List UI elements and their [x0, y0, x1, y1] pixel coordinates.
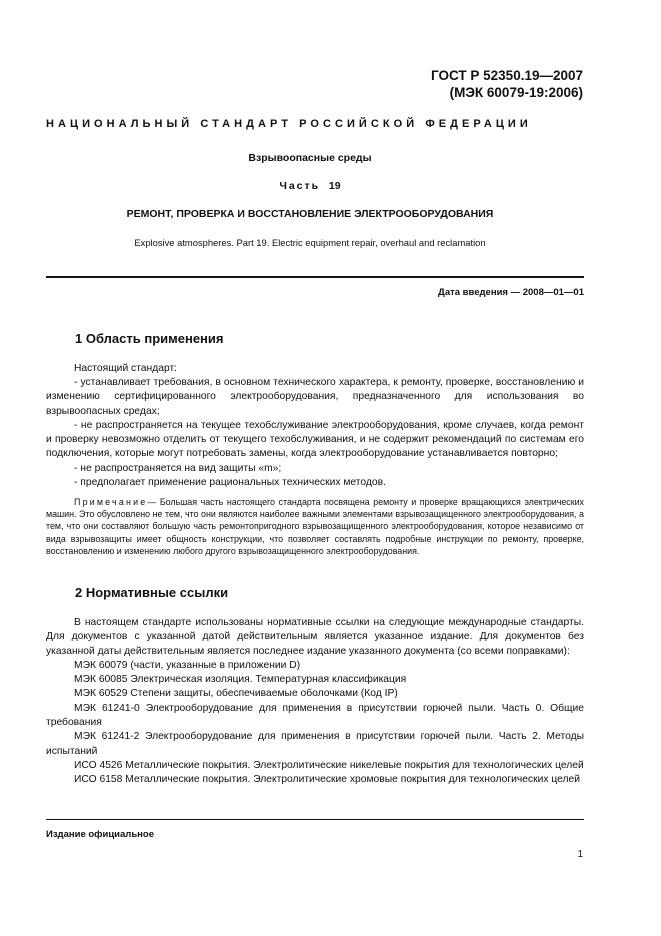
section2-intro: В настоящем стандарте использованы нормативные ссылки на следующие международные стандарты. Для документов с указанной датой действительным является указанное издание. Для документов без указанной даты действительным является последнее издание указанного документа (со всеми поправками): [46, 617, 584, 657]
part-label [40, 180, 580, 192]
reference-item: МЭК 61241-0 Электрооборудование для применения в присутствии горючей пыли. Часть 0. Общие требования [46, 702, 584, 729]
section1-heading: 1 Область применения [75, 331, 224, 346]
section1-note [46, 496, 584, 557]
page-number: 1 [577, 849, 583, 860]
document-title: РЕМОНТ, ПРОВЕРКА И ВОССТАНОВЛЕНИЕ ЭЛЕКТРООБОРУДОВАНИЯ [126, 208, 494, 220]
section1-item: - не распространяется на вид защиты «m»; [74, 462, 282, 474]
reference-item: ИСО 4526 Металлические покрытия. Электролитические никелевые покрытия для технологических целей [74, 759, 584, 771]
section1-item: - не распространяется на текущее техобслуживание электрооборудования, кроме случаев, когда ремонт и проверку невозможно отделить от текущего техобслуживания, и не содержит рекомендаций по системам его подключения, которые могут потребовать замены, когда электрооборудование устанавливается повторно; [46, 419, 584, 460]
part-word: Часть [279, 180, 321, 192]
standard-code-line1: ГОСТ Р 52350.19—2007 [431, 68, 583, 83]
english-title: Explosive atmospheres. Part 19. Electric equipment repair, overhaul and reclamation [134, 237, 486, 248]
standard-code [431, 67, 583, 101]
section2-heading: 2 Нормативные ссылки [75, 585, 229, 600]
title-divider [46, 276, 584, 278]
section2-body [46, 616, 584, 788]
introduction-date: Дата введения — 2008—01—01 [438, 287, 584, 298]
section1-item: - устанавливает требования, в основном технического характера, к ремонту, проверке, восстановлению и изменению сертифицированного электрооборудования, предназначенного для использования во взрывоопасных средах; [46, 377, 584, 417]
section1-line: Настоящий стандарт: [74, 363, 178, 374]
series-title: Взрывоопасные среды [248, 152, 372, 164]
official-edition: Издание официальное [46, 829, 154, 840]
reference-item: МЭК 60529 Степени защиты, обеспечиваемые оболочками (Код IP) [74, 688, 398, 700]
section1-items [46, 376, 584, 490]
note-text: — Большая часть настоящего стандарта посвящена ремонту и проверке вращающихся электрических машин. Это обусловлено не тем, что они являются наиболее важными элементами взрывозащищенного электрооборудования, а тем, что они составляют большую часть ремонтопригодного взрывозащищенного электрооборудования, которое независимо от вида взрывозащиты имеет общность конструкции, что позволяет составлять подробные инструкции по ремонту, проверке, восстановлению и изменению любого другого взрывозащищенного электрооборудования. [46, 497, 584, 556]
standard-code-line2: (МЭК 60079-19:2006) [449, 85, 583, 100]
reference-item: МЭК 60079 (части, указанные в приложении D) [74, 659, 301, 671]
national-standard-banner: НАЦИОНАЛЬНЫЙ СТАНДАРТ РОССИЙСКОЙ ФЕДЕРАЦИИ [46, 118, 532, 130]
part-number: 19 [328, 180, 341, 192]
section1-body [74, 362, 584, 376]
footer-divider [46, 819, 584, 820]
note-label: Примечание [74, 497, 148, 507]
section1-item: - предполагает применение рациональных технических методов. [74, 477, 386, 489]
reference-item: МЭК 60085 Электрическая изоляция. Температурная классификация [74, 674, 407, 686]
reference-item: МЭК 61241-2 Электрооборудование для применения в присутствии горючей пыли. Часть 2. Методы испытаний [46, 731, 584, 757]
reference-item: ИСО 6158 Металлические покрытия. Электролитические хромовые покрытия для технологических целей [74, 774, 580, 786]
